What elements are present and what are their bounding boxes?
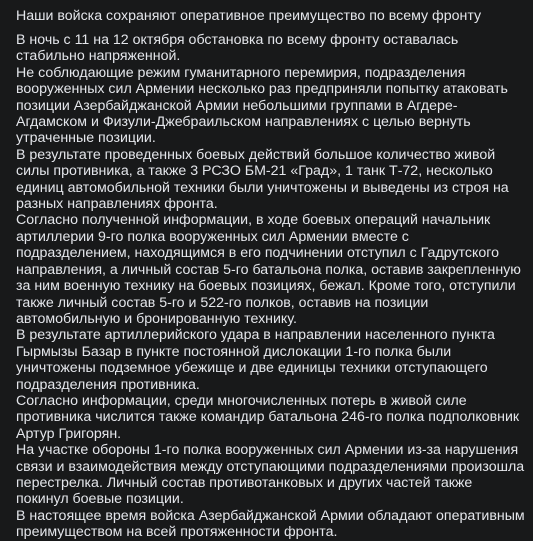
paragraph-combat-results: В результате проведенных боевых действий большое количество живой силы противника, а также 3 РСЗО БМ-21 «Град», 1 танк Т-72, несколько единиц автомобильной техники были уничтожены и выведены из строя на разных направлениях фронта. (16, 146, 509, 213)
paragraph-ceasefire-attacks: Не соблюдающие режим гуманитарного перемирия, подразделения вооруженных сил Армении несколько раз предприняли попытку атаковать позиции Азербайджанской Армии небольшими группами в Агдере-Агдамском и Физули-Джебраильском направлениях с целью вернуть утраченные позиции. (16, 64, 508, 147)
paragraph-artillery-strike: В результате артиллерийского удара в направлении населенного пункта Гырмызы Базар в пункте постоянной дислокации 1-го полка были уничтожены подземное убежище и две единицы техники отступающего подразделения противника. (16, 327, 495, 393)
paragraph-current-status: В настоящее время войска Азербайджанской Армии обладают оперативным преимуществом на всей протяженности фронта. (16, 507, 525, 541)
paragraph-commander-loss: Согласно информации, среди многочисленных потерь в живой силе противника числится также командир батальона 246-го полка подполковник Артур Григорян. (16, 392, 520, 442)
post-body (16, 32, 525, 541)
post-title: Наши войска сохраняют оперативное преимущество по всему фронту (16, 8, 482, 24)
paragraph-artillery-retreat: Согласно полученной информации, в ходе боевых операций начальник артиллерии 9-го полка вооруженных сил Армении вместе с подразделением, находящимся в его подчинении отступил с Гадрутского направления, а личный состав 5-го батальона полка, оставив закрепленную за ним военную технику на боевых позициях, бежал. Кроме того, отступили также личный состав 5-го и 522-го полков, оставив на позиции автомобильную и бронированную технику. (16, 212, 521, 327)
paragraph-night-situation: В ночь с 11 на 12 октября обстановка по всему фронту оставалась стабильно напряженной. (16, 32, 459, 65)
paragraph-defense-sector: На участке обороны 1-го полка вооруженных сил Армении из-за нарушения связи и взаимодействия между отступающими подразделениями произошла перестрелка. Личный состав противотанковых и других частей также покинул боевые позиции. (16, 442, 525, 508)
